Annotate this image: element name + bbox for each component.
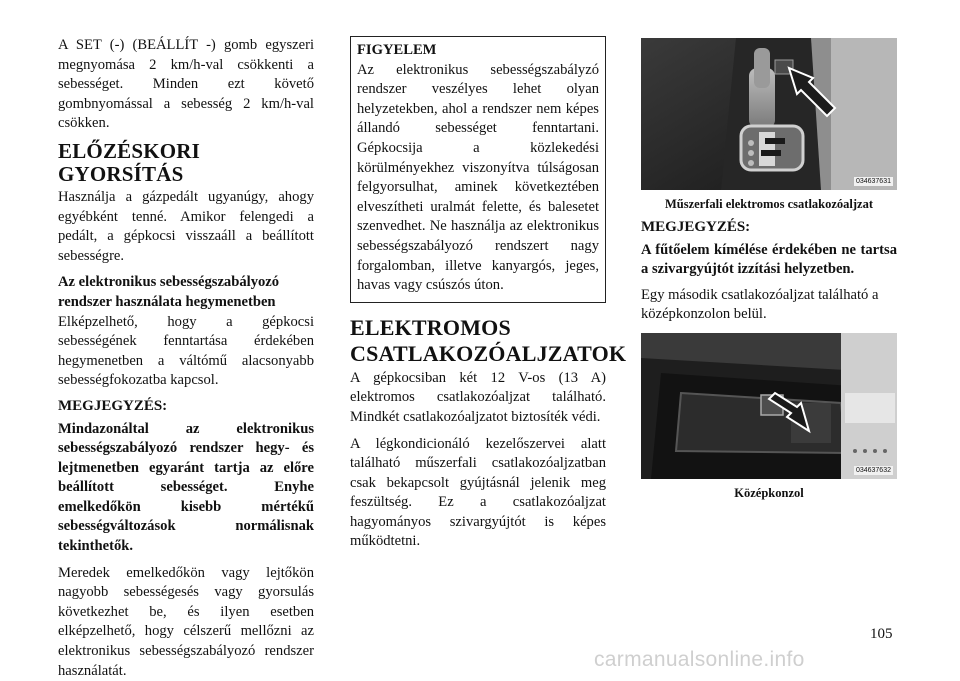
image-code-2: 034637632: [855, 466, 891, 474]
power-outlets-paragraph-1: A gépkocsiban két 12 V-os (13 A) elektromos csatlakozóaljzat található. Mindkét csatlakozóaljzatot biztosíték védi.: [350, 369, 606, 425]
image-code-1: 034637631: [855, 178, 891, 185]
steep-hill-paragraph: Meredek emelkedőkön vagy lejtőkön nagyobb sebességesés vagy gyorsulás következhet be, és ilyen esetben elképzelhető, hogy célszerű mellőzni az elektronikus sebességszabályozó rendszer használatát.: [58, 564, 314, 679]
warning-title: FIGYELEM: [357, 42, 437, 58]
section-heading-overtaking: ELŐZÉSKORI GYORSÍTÁS: [58, 138, 201, 186]
center-console-illustration: [641, 333, 897, 479]
column-right: [641, 38, 897, 507]
warning-text: Az elektronikus sebességszabályzó rendszer veszélyes lehet olyan helyzetekben, ahol a rendszer nem képes állandó sebességet fenntartani. Gépkocsija a közlekedési körülményekhez viszonyítva túlságosan felgyorsulhat, aminek következtében elveszítheti uralmát felette, és balesetet szenvedhet. Ne használja az elektronikus sebességszabályozó rendszert nagy forgalomban, illetve kanyargós, jeges, havas vagy csúszós úton.: [357, 61, 599, 294]
page-number: 105: [870, 626, 893, 642]
image-caption-2: Középkonzol: [734, 485, 804, 500]
image-caption-1: Műszerfali elektromos csatlakozóaljzat: [664, 197, 874, 211]
note-text: Mindazonáltal az elektronikus sebességszabályozó rendszer hegy- és lejtmenetben egyaránt tartja az előre beállított sebességet. Enyhe emelkedőkön kisebb mértékű sebességváltozások normálisnak tekinthetők.: [58, 420, 314, 555]
overtaking-paragraph: Használja a gázpedált ugyanúgy, ahogy egyébként tenné. Amikor felengedi a pedált, a gépkocsi visszaáll a beállított sebességre.: [58, 188, 314, 264]
instrument-panel-outlet-photo: [641, 38, 897, 190]
hill-paragraph: Elképzelhető, hogy a gépkocsi sebességének fenntartása érdekében hegymenetben a váltómű alacsonyabb sebességfokozatba kapcsol.: [58, 313, 314, 389]
second-outlet-paragraph: Egy második csatlakozóaljzat található a középkonzolon belül.: [641, 286, 879, 323]
note-title-right: MEGJEGYZÉS:: [641, 219, 751, 235]
watermark: carmanualsonline.info: [594, 648, 805, 671]
center-console-photo: [641, 333, 897, 479]
intro-paragraph: A SET (-) (BEÁLLÍT -) gomb egyszeri megnyomása 2 km/h-val csökkenti a sebességet. Minden ezt követő gombnyomással a sebesség 2 km/h-val csökken.: [58, 37, 314, 132]
power-outlets-paragraph-2: A légkondicionáló kezelőszervei alatt található műszerfali csatlakozóaljzatban csak bekapcsolt gyújtásnál jelenik meg feszültség. Ez a csatlakozóaljzat hagyományos szivargyújtót is képes működtetni.: [350, 435, 606, 550]
section-heading-power-outlets: ELEKTROMOS CSATLAKOZÓALJZATOK: [350, 314, 627, 366]
note-text-right: A fűtőelem kímélése érdekében ne tartsa a szivargyújtót izzítási helyzetben.: [641, 241, 897, 278]
note-title: MEGJEGYZÉS:: [58, 397, 168, 414]
warning-box: [350, 36, 606, 303]
shifter-outlet-illustration: [641, 38, 897, 190]
subheading-hill-use: Az elektronikus sebességszabályozó rendszer használata hegymenetben: [58, 274, 280, 310]
column-left: [58, 36, 314, 681]
column-middle: [350, 36, 627, 552]
